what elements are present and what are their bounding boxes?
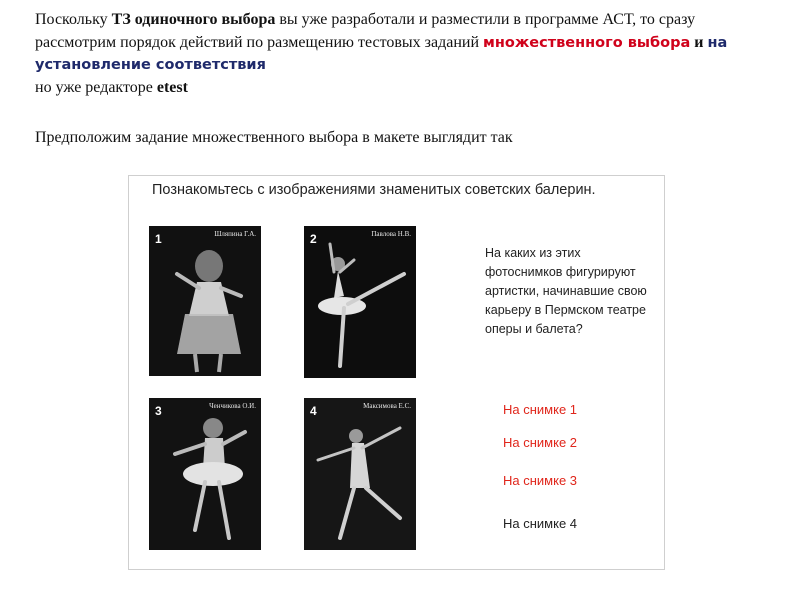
intro-single-choice: ТЗ одиночного выбора: [111, 11, 276, 28]
intro-and: и: [690, 33, 708, 51]
intro-text-3: но уже редакторе: [35, 78, 157, 96]
photo-1: [149, 226, 261, 376]
ballerina-1-image: [149, 226, 261, 376]
intro-text-1: Поскольку: [35, 11, 112, 28]
photo-4-number: 4: [310, 404, 317, 418]
intro-text-2: вы уже разработали и разместили в программе АСТ, то сразу рассмотрим порядок действий по размещению тестовых заданий: [35, 11, 696, 51]
photo-1-number: 1: [155, 232, 162, 246]
photo-3-caption: Ченчикова О.И.: [209, 402, 256, 410]
task-slide: [128, 175, 665, 570]
photo-4-caption: Максимова Е.С.: [363, 402, 411, 410]
photo-2: [304, 226, 416, 378]
intro-etest: etest: [156, 78, 188, 96]
photo-3: [149, 398, 261, 550]
ballerina-4-image: [304, 398, 416, 550]
photo-2-number: 2: [310, 232, 317, 246]
option-4[interactable]: На снимке 4: [503, 516, 578, 531]
slide-title: Познакомьтесь с изображениями знаменитых советских балерин.: [152, 182, 596, 198]
intro-multiple-choice: множественного выбора: [483, 34, 691, 51]
photo-2-caption: Павлова Н.В.: [371, 230, 411, 238]
option-2[interactable]: На снимке 2: [503, 435, 578, 450]
ballerina-2-image: [304, 226, 416, 378]
lead-text: Предположим задание множественного выбора в макете выглядит так: [35, 129, 513, 146]
intro-matching: на установление соответствия: [35, 34, 728, 73]
option-1[interactable]: На снимке 1: [503, 402, 578, 417]
intro-paragraph: [35, 9, 755, 99]
photo-4: [304, 398, 416, 550]
option-3[interactable]: На снимке 3: [503, 473, 578, 488]
ballerina-3-image: [149, 398, 261, 550]
question-text: На каких из этих фотоснимков фигурируют артистки, начинавшие свою карьеру в Пермском театре оперы и балета?: [485, 246, 647, 336]
photo-1-caption: Шляпина Г.А.: [214, 230, 256, 238]
photo-3-number: 3: [155, 404, 162, 418]
